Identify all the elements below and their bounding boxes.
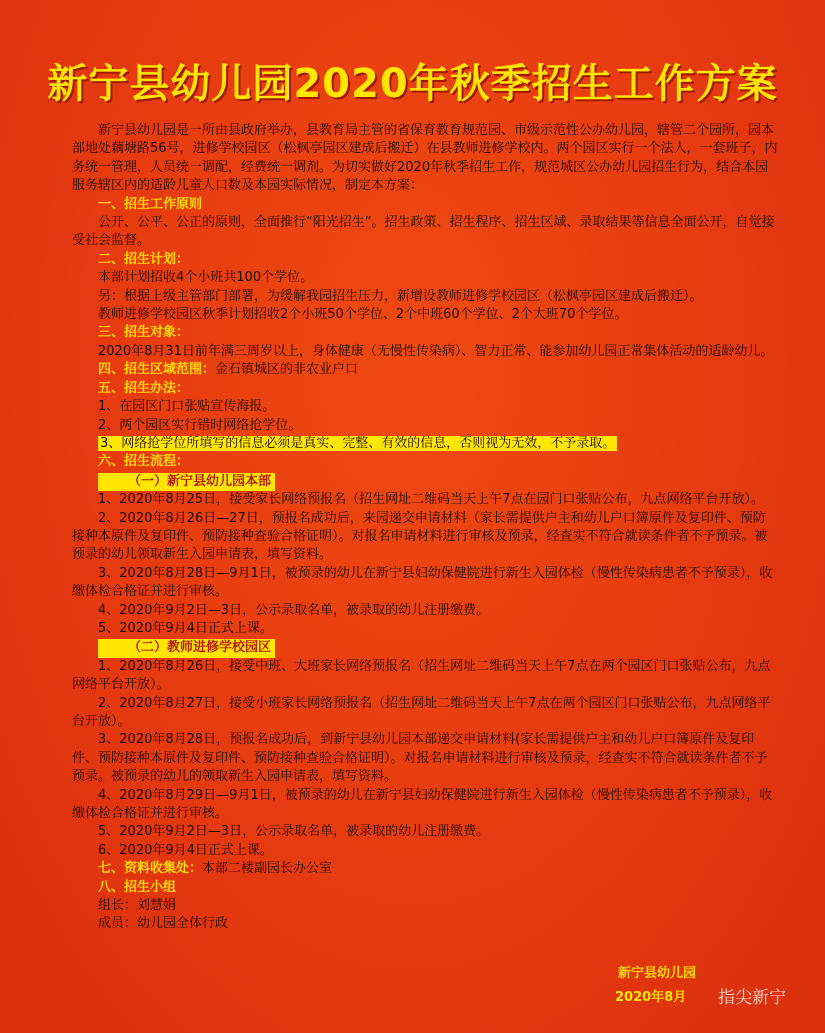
section-3-heading: 三、招生对象：: [98, 325, 190, 341]
section-6b-item-6: 6、2020年9月4日正式上课。: [98, 842, 273, 858]
section-2-p3: 教师进修学校园区秋季计划招收2个小班50个学位、2个中班60个学位、2个大班70个学位。: [98, 307, 628, 323]
intro-paragraph: 新宁县幼儿园是一所由县政府举办，县教育局主管的省保育教育规范园、市级示范性公办幼儿园，辖管二个园所，园本部地处藕塘路56号，进修学校园区（松枫亭园区建成后搬迁）在县教师进修学校内。两个园区实行一个法人，一套班子，内务统一管理，人员统一调配，经费统一调剂。为切实做好2020年秋季招生工作，规范城区公办幼儿园招生行为，结合本园服务辖区内的适龄儿童人口数及本园实际情况，制定本方案：: [72, 123, 778, 194]
section-6a-item-4: 4、2020年9月2日—3日，公示录取名单，被录取的幼儿注册缴费。: [98, 602, 490, 618]
section-6a-item-2: 2、2020年8月26日—27日，预报名成功后，来园递交申请材料（家长需提供户主和幼儿户口簿原件及复印件、预防接种本原件及复印件、预防接种查验合格证明）。对报名申请材料进行审核及预录，经查实不符合就读条件者不予预录。被预录的幼儿领取新生入园申请表，填写资料。: [72, 510, 768, 563]
section-6a-item-5: 5、2020年9月4日正式上课。: [98, 620, 273, 636]
section-6b-label-row: [72, 638, 778, 657]
section-3-text: 2020年8月31日前年满三周岁以上，身体健康（无慢性传染病）、智力正常、能参加幼儿园正常集体活动的适龄幼儿。: [98, 343, 774, 359]
section-8-heading: 八、招生小组: [98, 879, 177, 895]
footer-organization: 新宁县幼儿园: [618, 966, 697, 981]
section-5-item-3: 3、网络抢学位所填写的信息必须是真实、完整、有效的信息，否则视为无效，不予录取。: [100, 435, 616, 451]
section-8-members: 成员：幼儿园全体行政: [98, 916, 229, 932]
section-7-row: [72, 860, 778, 878]
section-6b-item-3: 3、2020年8月28日，预报名成功后，到新宁县幼儿园本部递交申请材料(家长需提供户主和幼儿户口簿原件及复印件、预防接种本原件及复印件、预防接种查验合格证明）。对报名申请材料进行审核及预录，经查实不符合就读条件者不予预录。被预录的幼儿的领取新生入园申请表，填写资料。: [72, 732, 768, 785]
section-2-heading: 二、招生计划：: [98, 251, 190, 267]
section-6b-item-5: 5、2020年9月2日—3日，公示录取名单，被录取的幼儿注册缴费。: [98, 824, 490, 840]
section-7-heading: 七、资料收集处：: [98, 861, 203, 877]
section-4-heading: 四、招生区域范围：: [98, 362, 216, 378]
section-4-text: 金石镇城区的非农业户口: [215, 362, 359, 378]
section-5-item-1: 1、在园区门口张贴宣传海报。: [98, 399, 276, 415]
section-6b-item-4: 4、2020年8月29日—9月1日，被预录的幼儿在新宁县妇幼保健院进行新生入园体检（慢性传染病患者不予预录），收缴体检合格证并进行审核。: [72, 787, 773, 822]
document-body: [72, 122, 778, 934]
section-6-heading: 六、招生流程：: [98, 454, 190, 470]
section-2-p1: 本部计划招收4个小班共100个学位。: [98, 270, 314, 286]
section-7-text: 本部二楼副园长办公室: [202, 861, 333, 877]
section-6b-item-2: 2、2020年8月27日，接受小班家长网络预报名（招生网址二维码当天上午7点在两个园区门口张贴公布，九点网络平台开放）。: [72, 695, 771, 729]
section-8-leader: 组长：刘慧娟: [98, 898, 177, 914]
section-2-p2: 另：根据上级主管部门部署，为缓解我园招生压力，新增设教师进修学校园区（松枫亭园区建成后搬迁）。: [98, 288, 703, 304]
section-6b-item-1: 1、2020年8月26日，接受中班、大班家长网络预报名（招生网址二维码当天上午7点在两个园区门口张贴公布，九点网络平台开放）。: [72, 658, 771, 693]
section-5-heading: 五、招生办法：: [98, 380, 190, 396]
section-6a-item-3: 3、2020年8月28日—9月1日，被预录的幼儿在新宁县妇幼保健院进行新生入园体检（慢性传染病患者不予预录），收缴体检合格证并进行审核。: [72, 565, 773, 600]
watermark-text: 指尖新宁: [718, 988, 786, 1008]
section-6a-label-row: [72, 472, 778, 491]
section-6a-label: （一）新宁县幼儿园本部: [98, 473, 275, 491]
section-6a-item-1: 1、2020年8月25日，接受家长网络预报名（招生网址二维码当天上午7点在园门口张贴公布，九点网络平台开放）。: [98, 492, 764, 508]
section-4-row: [72, 361, 778, 379]
section-5-item-2: 2、两个园区实行错时网络抢学位。: [98, 417, 302, 433]
section-1-heading: 一、招生工作原则: [98, 196, 203, 212]
page-title: 新宁县幼儿园2020年秋季招生工作方案: [47, 61, 778, 107]
section-1-text: 公开、公平、公正的原则，全面推行“阳光招生”。招生政策、招生程序、招生区域、录取结果等信息全面公开，自觉接受社会监督。: [72, 215, 775, 249]
section-5-item-3-row: [72, 435, 778, 453]
section-6b-label: （二）教师进修学校园区: [98, 639, 275, 657]
footer-date: 2020年8月: [615, 990, 687, 1005]
